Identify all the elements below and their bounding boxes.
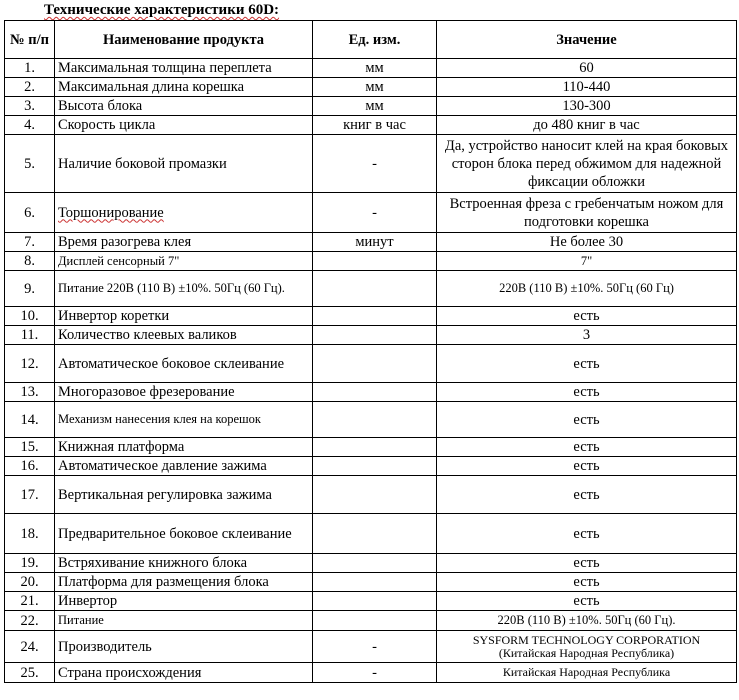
row-value: 7" [437, 252, 737, 271]
table-row [5, 573, 737, 592]
row-unit [313, 573, 437, 592]
row-unit: - [313, 193, 437, 233]
row-value: Встроенная фреза с гребенчатым ножом для подготовки корешка [437, 193, 737, 233]
row-num: 25. [5, 663, 55, 683]
row-value: есть [437, 402, 737, 438]
table-row [5, 611, 737, 631]
row-unit [313, 514, 437, 554]
row-name: Время разогрева клея [55, 233, 313, 252]
row-num: 3. [5, 97, 55, 116]
row-value: есть [437, 345, 737, 383]
row-num: 19. [5, 554, 55, 573]
table-row [5, 457, 737, 476]
row-value: 130-300 [437, 97, 737, 116]
row-unit [313, 611, 437, 631]
row-value: есть [437, 476, 737, 514]
row-name: Механизм нанесения клея на корешок [55, 402, 313, 438]
table-row [5, 78, 737, 97]
row-num: 11. [5, 326, 55, 345]
row-num: 24. [5, 631, 55, 663]
row-unit [313, 554, 437, 573]
row-unit [313, 438, 437, 457]
table-row [5, 59, 737, 78]
row-name: Страна происхождения [55, 663, 313, 683]
row-num: 9. [5, 271, 55, 307]
row-unit [313, 457, 437, 476]
row-value: до 480 книг в час [437, 116, 737, 135]
row-value: есть [437, 592, 737, 611]
row-unit: - [313, 631, 437, 663]
row-name-text: Торшонирование [58, 204, 164, 221]
row-value: 220В (110 В) ±10%. 50Гц (60 Гц). [437, 611, 737, 631]
table-row [5, 116, 737, 135]
row-name: Инвертор коретки [55, 307, 313, 326]
row-num: 8. [5, 252, 55, 271]
row-value: 110-440 [437, 78, 737, 97]
row-name: Книжная платформа [55, 438, 313, 457]
row-num: 15. [5, 438, 55, 457]
row-unit [313, 592, 437, 611]
table-row [5, 345, 737, 383]
row-value: есть [437, 457, 737, 476]
table-row [5, 193, 737, 233]
row-name: Наличие боковой промазки [55, 135, 313, 193]
table-row [5, 631, 737, 663]
table-row [5, 663, 737, 683]
row-num: 5. [5, 135, 55, 193]
row-unit: - [313, 135, 437, 193]
spec-table [4, 20, 737, 683]
table-row [5, 514, 737, 554]
row-name: Производитель [55, 631, 313, 663]
row-num: 7. [5, 233, 55, 252]
table-row [5, 438, 737, 457]
row-unit [313, 252, 437, 271]
table-row [5, 554, 737, 573]
header-num: № п/п [5, 21, 55, 59]
table-row [5, 252, 737, 271]
row-num: 14. [5, 402, 55, 438]
header-name: Наименование продукта [55, 21, 313, 59]
row-name: Встряхивание книжного блока [55, 554, 313, 573]
row-num: 18. [5, 514, 55, 554]
row-name: Питание [55, 611, 313, 631]
row-name: Инвертор [55, 592, 313, 611]
row-value: 220В (110 В) ±10%. 50Гц (60 Гц) [437, 271, 737, 307]
row-num: 22. [5, 611, 55, 631]
row-unit [313, 402, 437, 438]
row-name: Многоразовое фрезерование [55, 383, 313, 402]
row-value: есть [437, 307, 737, 326]
table-row [5, 402, 737, 438]
row-num: 17. [5, 476, 55, 514]
row-unit: книг в час [313, 116, 437, 135]
row-unit [313, 326, 437, 345]
row-name: Максимальная длина корешка [55, 78, 313, 97]
row-value [437, 631, 737, 663]
row-unit: - [313, 663, 437, 683]
row-name: Дисплей сенсорный 7" [55, 252, 313, 271]
row-unit: мм [313, 78, 437, 97]
row-num: 4. [5, 116, 55, 135]
table-row [5, 233, 737, 252]
row-name: Предварительное боковое склеивание [55, 514, 313, 554]
row-num: 2. [5, 78, 55, 97]
row-unit [313, 271, 437, 307]
row-value: есть [437, 554, 737, 573]
row-num: 21. [5, 592, 55, 611]
row-unit [313, 476, 437, 514]
table-row [5, 271, 737, 307]
row-value: есть [437, 438, 737, 457]
row-name: Автоматическое давление зажима [55, 457, 313, 476]
row-name: Высота блока [55, 97, 313, 116]
manufacturer-name: SYSFORM TECHNOLOGY CORPORATION [472, 632, 701, 647]
table-row [5, 97, 737, 116]
row-num: 13. [5, 383, 55, 402]
row-value: 3 [437, 326, 737, 345]
table-row [5, 476, 737, 514]
table-row [5, 383, 737, 402]
table-row [5, 326, 737, 345]
row-unit [313, 383, 437, 402]
table-row [5, 135, 737, 193]
row-num: 10. [5, 307, 55, 326]
row-num: 20. [5, 573, 55, 592]
row-value: Китайская Народная Республика [437, 663, 737, 683]
row-num: 1. [5, 59, 55, 78]
row-num: 12. [5, 345, 55, 383]
row-name: Максимальная толщина переплета [55, 59, 313, 78]
row-num: 16. [5, 457, 55, 476]
table-row [5, 592, 737, 611]
row-value: Не более 30 [437, 233, 737, 252]
row-name: Вертикальная регулировка зажима [55, 476, 313, 514]
row-name: Количество клеевых валиков [55, 326, 313, 345]
table-row [5, 307, 737, 326]
row-name: Автоматическое боковое склеивание [55, 345, 313, 383]
row-unit [313, 307, 437, 326]
row-value: 60 [437, 59, 737, 78]
row-name [55, 193, 313, 233]
row-num: 6. [5, 193, 55, 233]
row-value: Да, устройство наносит клей на края боковых сторон блока перед обжимом для надежной фиксации обложки [437, 135, 737, 193]
document-title: Технические характеристики 60D: [44, 2, 280, 18]
row-name: Скорость цикла [55, 116, 313, 135]
row-value: есть [437, 573, 737, 592]
header-unit: Ед. изм. [313, 21, 437, 59]
row-name: Питание 220В (110 В) ±10%. 50Гц (60 Гц). [55, 271, 313, 307]
row-unit [313, 345, 437, 383]
row-unit: мм [313, 97, 437, 116]
row-unit: мм [313, 59, 437, 78]
manufacturer-country: (Китайская Народная Республика) [498, 645, 675, 660]
row-name: Платформа для размещения блока [55, 573, 313, 592]
table-header-row [5, 21, 737, 59]
header-value: Значение [437, 21, 737, 59]
row-unit: минут [313, 233, 437, 252]
row-value: есть [437, 383, 737, 402]
row-value: есть [437, 514, 737, 554]
